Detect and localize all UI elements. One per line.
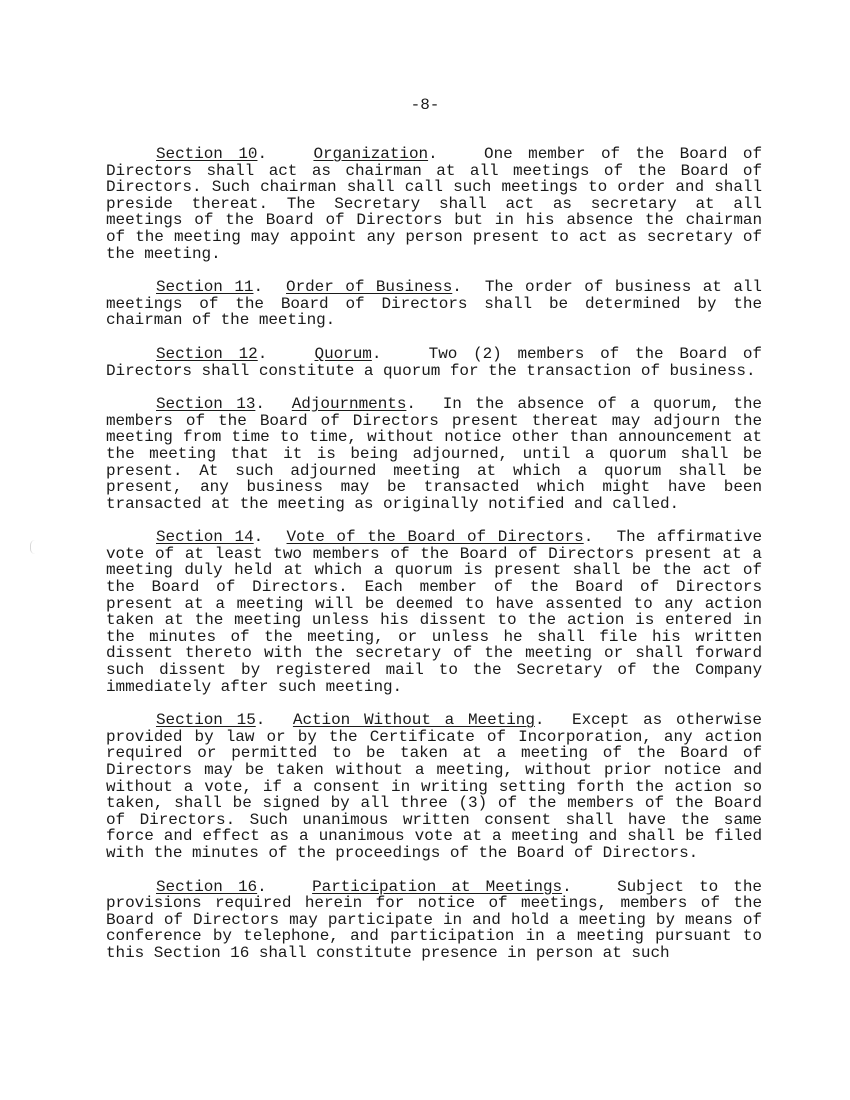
section-10: Section 10. Organization. One member of the Board of Directors shall act as chairman at all meetings of the Board of Directors. Such chairman shall call such meetings to order and shall preside thereat. The Secretary shall act as secretary at all meetings of the Board of Directors but in his absence the chairman of the meeting may appoint any person present to act as secretary of the meeting.	[106, 145, 762, 263]
section-13: Section 13. Adjournments. In the absence of a quorum, the members of the Board of Directors present thereat may adjourn the meeting from time to time, without notice other than announcement at the meeting that it is being adjourned, until a quorum shall be present. At such adjourned meeting at which a quorum shall be present, any business may be transacted which might have been transacted at the meeting as originally notified and called.	[106, 395, 762, 513]
section-label: Section 15	[156, 711, 256, 730]
section-16: Section 16. Participation at Meetings. Subject to the provisions required herein for notice of meetings, members of the Board of Directors may participate in and hold a meeting by means of conference by telephone, and participation in a meeting pursuant to this Section 16 shall constitute presence in person at such	[106, 877, 762, 962]
section-title: Action Without a Meeting	[292, 711, 535, 730]
section-title: Organization	[313, 145, 429, 163]
document-body	[106, 146, 762, 979]
section-title: Participation at Meetings	[312, 877, 563, 896]
section-12: Section 12. Quorum. Two (2) members of the Board of Directors shall constitute a quorum for the transaction of business.	[106, 344, 762, 380]
section-label: Section 10	[156, 145, 258, 163]
section-text: One member of the Board of Directors shall act as chairman at all meetings of the Board of Directors. Such chairman shall call such meetings to order and shall preside thereat. The Secretary shall act as secretary at all meetings of the Board of Directors but in his absence the chairman of the meeting may appoint any person present to act as secretary of the meeting.	[106, 145, 762, 263]
page-number: -8-	[410, 96, 440, 114]
section-11: Section 11. Order of Business. The order of business at all meetings of the Board of Directors shall be determined by the chairman of the meeting.	[106, 278, 762, 330]
margin-mark	[30, 540, 35, 554]
section-text: The order of business at all meetings of the Board of Directors shall be determined by the chairman of the meeting.	[106, 278, 762, 330]
section-text: Except as otherwise provided by law or by the Certificate of Incorporation, any action required or permitted to be taken at a meeting of the Board of Directors may be taken without a meeting, without prior notice and without a vote, if a consent in writing setting forth the action so taken, shall be signed by all three (3) of the members of the Board of Directors. Such unanimous written consent shall have the same force and effect as a unanimous vote at a meeting and shall be filed with the minutes of the proceedings of the Board of Directors.	[106, 711, 762, 862]
section-text: In the absence of a quorum, the members of the Board of Directors present thereat may adjourn the meeting from time to time, without notice other than announcement at the meeting that it is being adjourned, until a quorum shall be present. At such adjourned meeting at which a quorum shall be present, any business may be transacted which might have been transacted at the meeting as originally notified and called.	[106, 395, 762, 513]
section-title: Order of Business	[286, 278, 453, 297]
section-text: The affirmative vote of at least two members of the Board of Directors present at a meeting duly held at which a quorum is present shall be the act of the Board of Directors. Each member of the Board of Directors present at a meeting will be deemed to have assented to any action taken at the meeting unless his dissent to the action is entered in the minutes of the meeting, or unless he shall file his written dissent thereto with the secretary of the meeting or shall forward such dissent by registered mail to the Secretary of the Company immediately after such meeting.	[106, 528, 763, 696]
section-title: Quorum	[314, 344, 372, 363]
section-label: Section 16	[156, 877, 258, 896]
section-14: Section 14. Vote of the Board of Directors. The affirmative vote of at least two members of the Board of Directors present at a meeting duly held at which a quorum is present shall be the act of the Board of Directors. Each member of the Board of Directors present at a meeting will be deemed to have assented to any action taken at the meeting unless his dissent to the action is entered in the minutes of the meeting, or unless he shall file his written dissent thereto with the secretary of the meeting or shall forward such dissent by registered mail to the Secretary of the Company immediately after such meeting.	[106, 528, 763, 696]
section-text: Two (2) members of the Board of Directors shall constitute a quorum for the transaction of business.	[106, 344, 762, 380]
section-label: Section 12	[156, 344, 258, 363]
section-title: Adjournments	[291, 395, 407, 414]
section-title: Vote of the Board of Directors	[286, 528, 584, 547]
section-text: Subject to the provisions required herein for notice of meetings, members of the Board of Directors may participate in and hold a meeting by means of conference by telephone, and participation in a meeting pursuant to this Section 16 shall constitute presence in person at such	[106, 877, 762, 962]
section-15: Section 15. Action Without a Meeting. Except as otherwise provided by law or by the Certificate of Incorporation, any action required or permitted to be taken at a meeting of the Board of Directors may be taken without a meeting, without prior notice and without a vote, if a consent in writing setting forth the action so taken, shall be signed by all three (3) of the members of the Board of Directors. Such unanimous written consent shall have the same force and effect as a unanimous vote at a meeting and shall be filed with the minutes of the proceedings of the Board of Directors.	[106, 711, 762, 862]
section-label: Section 11	[156, 278, 254, 297]
section-label: Section 13	[156, 395, 256, 414]
section-label: Section 14	[156, 528, 254, 547]
